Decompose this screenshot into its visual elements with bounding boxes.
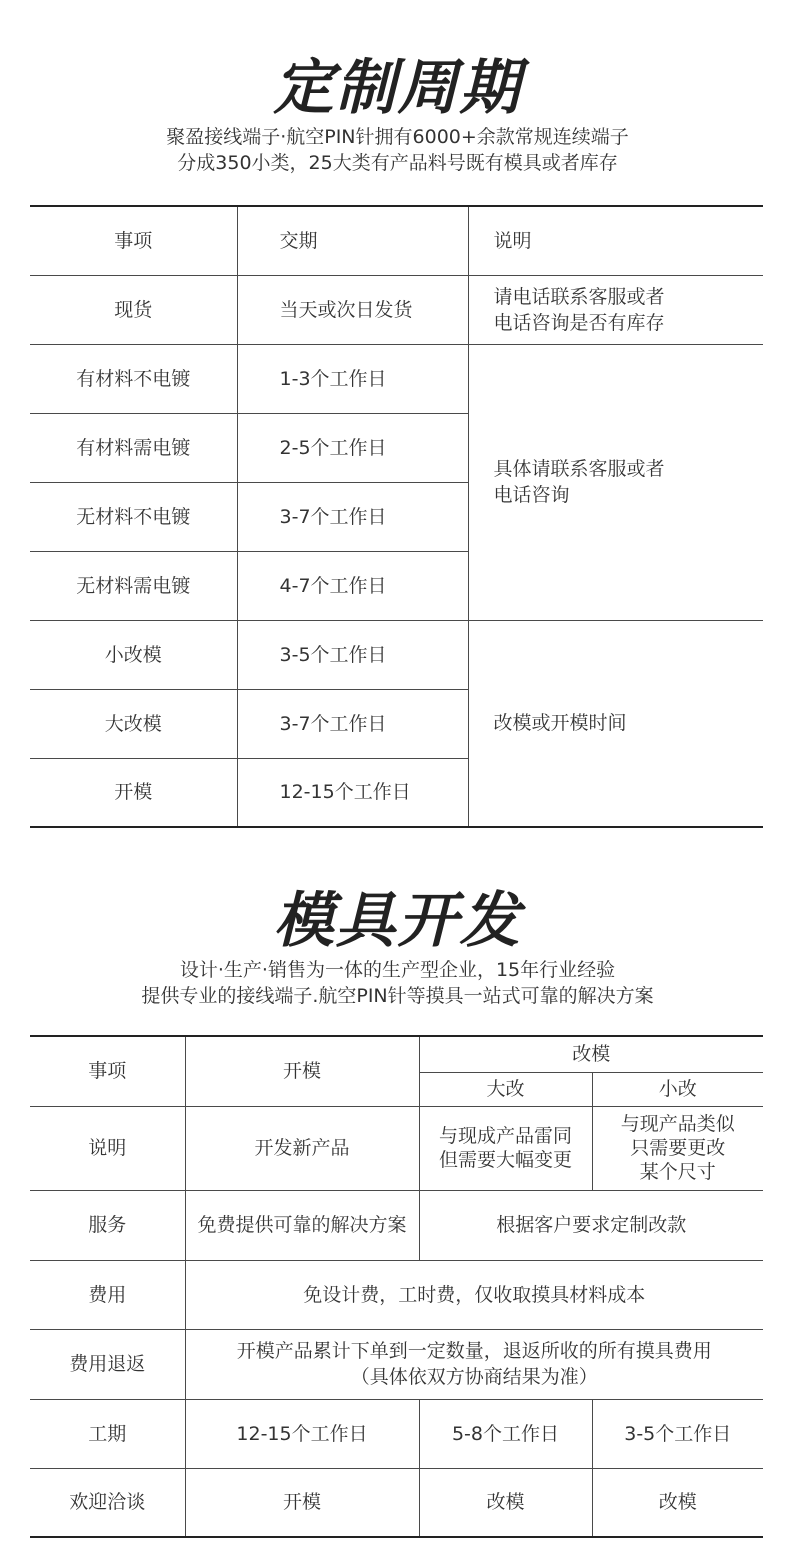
section1-subtitle-line2: 分成350小类，25大类有产品料号既有模具或者库存 <box>177 152 618 174</box>
table-header-row <box>30 1036 763 1072</box>
header-open-mold: 开模 <box>185 1036 419 1106</box>
row-note-group: 具体请联系客服或者 电话咨询 <box>468 344 763 620</box>
period-major: 5-8个工作日 <box>419 1399 592 1468</box>
row-item: 现货 <box>30 275 237 344</box>
table-row <box>30 1468 763 1537</box>
header-minor-change: 小改 <box>592 1072 763 1106</box>
table-row <box>30 1260 763 1329</box>
table-row <box>30 344 763 413</box>
header-period: 交期 <box>237 206 468 275</box>
row-period: 3-7个工作日 <box>237 482 468 551</box>
welcome-open: 开模 <box>185 1468 419 1537</box>
row-item: 开模 <box>30 758 237 827</box>
header-item: 事项 <box>30 1036 185 1106</box>
cost-value: 免设计费，工时费，仅收取摸具材料成本 <box>185 1260 763 1329</box>
period-open: 12-15个工作日 <box>185 1399 419 1468</box>
welcome-major: 改模 <box>419 1468 592 1537</box>
desc-major: 与现成产品雷同 但需要大幅变更 <box>419 1106 592 1190</box>
row-label-service: 服务 <box>30 1190 185 1260</box>
table-row <box>30 1106 763 1190</box>
row-item: 无材料不电镀 <box>30 482 237 551</box>
row-period: 3-7个工作日 <box>237 689 468 758</box>
desc-minor: 与现产品类似 只需要更改 某个尺寸 <box>592 1106 763 1190</box>
mold-development-table <box>30 1035 763 1538</box>
period-minor: 3-5个工作日 <box>592 1399 763 1468</box>
row-item: 有材料需电镀 <box>30 413 237 482</box>
row-label-refund: 费用退返 <box>30 1329 185 1399</box>
section1-subtitle-line1: 聚盈接线端子·航空PIN针拥有6000+余款常规连续端子 <box>166 126 629 148</box>
row-period: 当天或次日发货 <box>237 275 468 344</box>
row-label-cost: 费用 <box>30 1260 185 1329</box>
row-note: 请电话联系客服或者 电话咨询是否有库存 <box>468 275 763 344</box>
row-period: 1-3个工作日 <box>237 344 468 413</box>
row-period: 12-15个工作日 <box>237 758 468 827</box>
row-period: 2-5个工作日 <box>237 413 468 482</box>
table-header-row <box>30 206 763 275</box>
delivery-period-table <box>30 205 763 828</box>
row-label-period: 工期 <box>30 1399 185 1468</box>
row-item: 大改模 <box>30 689 237 758</box>
section2-subtitle-line1: 设计·生产·销售为一体的生产型企业，15年行业经验 <box>179 959 616 981</box>
service-open: 免费提供可靠的解决方案 <box>185 1190 419 1260</box>
table-row <box>30 1329 763 1399</box>
row-item: 小改模 <box>30 620 237 689</box>
desc-open: 开发新产品 <box>185 1106 419 1190</box>
table-row <box>30 620 763 689</box>
section2-title: 模具开发 <box>273 886 522 956</box>
table-row <box>30 275 763 344</box>
section1-title: 定制周期 <box>273 53 522 123</box>
table-row <box>30 1399 763 1468</box>
row-item: 有材料不电镀 <box>30 344 237 413</box>
row-period: 4-7个工作日 <box>237 551 468 620</box>
table-row <box>30 1190 763 1260</box>
welcome-minor: 改模 <box>592 1468 763 1537</box>
row-period: 3-5个工作日 <box>237 620 468 689</box>
row-label-welcome: 欢迎洽谈 <box>30 1468 185 1537</box>
header-note: 说明 <box>468 206 763 275</box>
row-label-desc: 说明 <box>30 1106 185 1190</box>
row-note-group: 改模或开模时间 <box>468 620 763 827</box>
refund-value: 开模产品累计下单到一定数量，退返所收的所有摸具费用 （具体依双方协商结果为准） <box>185 1329 763 1399</box>
header-modify-mold: 改模 <box>419 1036 763 1072</box>
section2-subtitle-line2: 提供专业的接线端子.航空PIN针等摸具一站式可靠的解决方案 <box>141 985 654 1007</box>
service-modify: 根据客户要求定制改款 <box>419 1190 763 1260</box>
header-major-change: 大改 <box>419 1072 592 1106</box>
header-item: 事项 <box>30 206 237 275</box>
row-item: 无材料需电镀 <box>30 551 237 620</box>
